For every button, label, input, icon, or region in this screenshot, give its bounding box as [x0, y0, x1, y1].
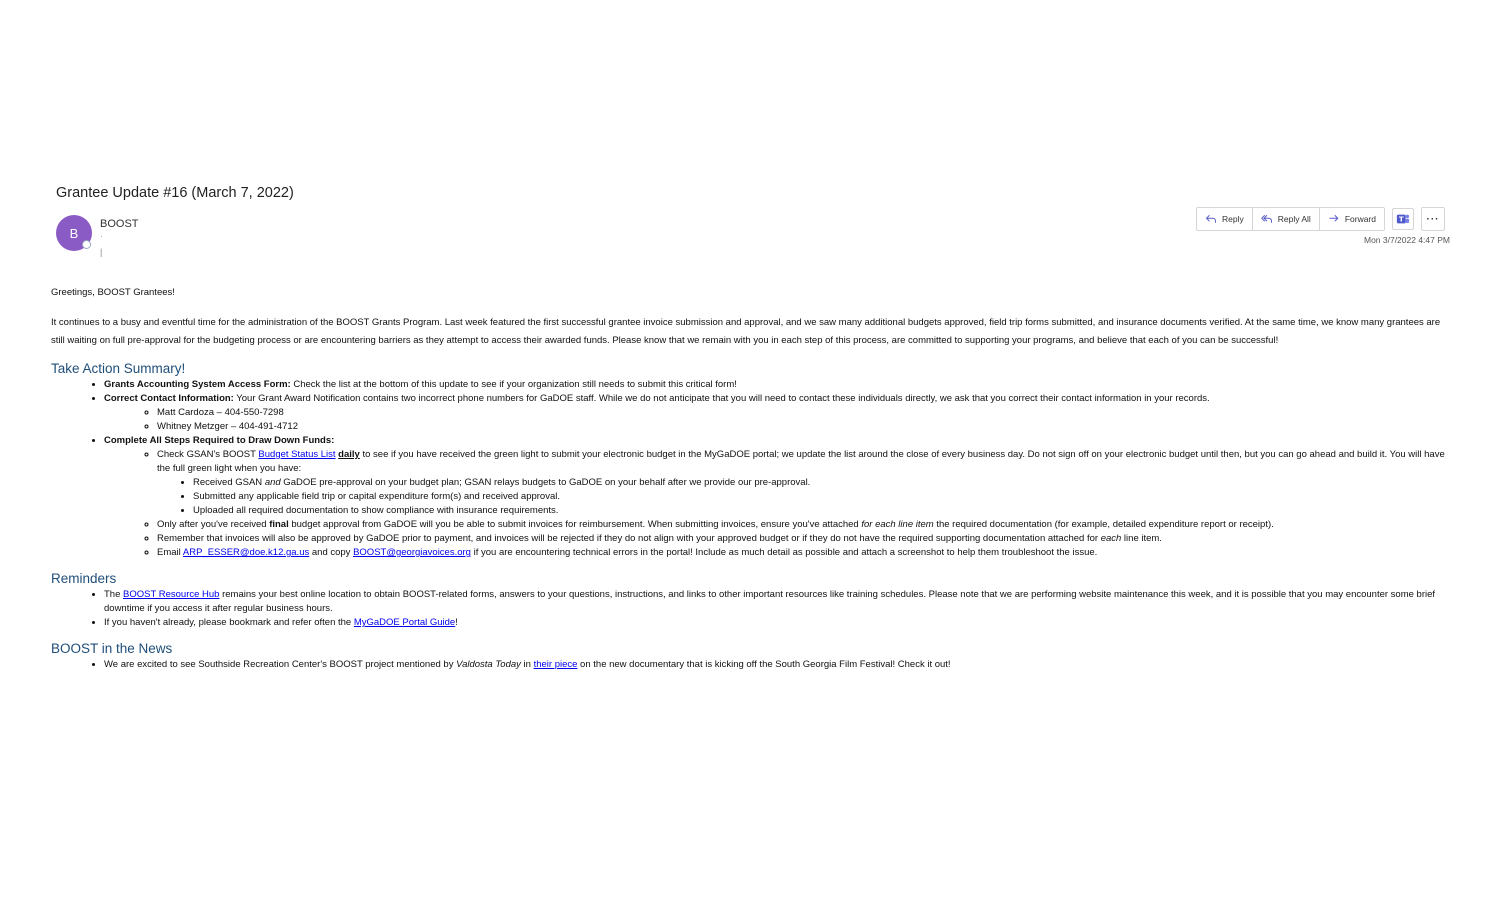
list-item: • Received GSAN and GaDOE pre-approval on your budget plan; GSAN relays budgets to GaDOE on your behalf after we provide our pre-approval.: [193, 476, 1451, 490]
item-bold: Correct Contact Information:: [104, 393, 234, 404]
list-item: [104, 378, 1451, 392]
list-item: • Submitted any applicable field trip or capital expenditure form(s) and received approval.: [193, 490, 1451, 504]
news-list: [51, 658, 1451, 672]
list-item: ◦ Only after you've received final budget approval from GaDOE will you be able to submit invoices for reimbursement. When submitting invoices, ensure you've attached for each line item the required documentation (for example, detailed expenditure report or receipt).: [157, 518, 1451, 532]
contact-list: [104, 406, 1451, 434]
sender-name[interactable]: BOOST: [100, 218, 139, 230]
list-item: ◦ Check GSAN's BOOST Budget Status List daily to see if you have received the green light to submit your electronic budget in the MyGaDOE portal; we update the list around the close of every business day. Do not sign off on your electronic budget until then, but you can go ahead and build it. You will have the full green light when you have: • Received GSAN and GaDOE pre-approval on your budget plan; GSAN relays budgets to GaDOE on your behalf after we provide our pre-approval. • Submitted any applicable field trip or capital expenditure form(s) and received approval. • Uploaded all required documentation to show compliance with insurance requirements.: [157, 448, 1451, 518]
more-actions-button[interactable]: ···: [1421, 207, 1445, 231]
list-item: • The BOOST Resource Hub remains your best online location to obtain BOOST-related forms, answers to your questions, instructions, and links to other important resources like training schedules. Please note that we are performing website maintenance this week, and it is possible that you may encounter some brief downtime if you access it after regular business hours.: [104, 588, 1451, 616]
teams-icon: [1396, 212, 1410, 226]
list-item: ◦ Matt Cardoza – 404-550-7298: [157, 406, 1451, 420]
sender-detail: ·: [100, 232, 103, 241]
message-timestamp: Mon 3/7/2022 4:47 PM: [1363, 235, 1450, 245]
list-item: • If you haven't already, please bookmark and refer often the MyGaDOE Portal Guide!: [104, 616, 1451, 630]
email-subject: Grantee Update #16 (March 7, 2022): [56, 185, 294, 201]
teams-button[interactable]: [1392, 208, 1414, 230]
list-item: [104, 392, 1451, 434]
reply-all-icon: [1261, 213, 1273, 225]
list-item: ◦ Whitney Metzger – 404-491-4712: [157, 420, 1451, 434]
reminders-heading: Reminders: [51, 571, 117, 586]
resource-hub-link[interactable]: BOOST Resource Hub: [123, 589, 220, 600]
reminders-list: [51, 588, 1451, 630]
boost-email-link[interactable]: BOOST@georgiavoices.org: [353, 547, 471, 558]
reply-all-button[interactable]: [1253, 208, 1320, 230]
list-item: ◦ Remember that invoices will also be approved by GaDOE prior to payment, and invoices will be rejected if they do not align with your approved budget or if they do not have the required supporting documentation attached for each line item.: [157, 532, 1451, 546]
item-bold: Complete All Steps Required to Draw Down Funds:: [104, 435, 335, 446]
sender-recipients: |: [100, 247, 103, 257]
item-text: Check the list at the bottom of this update to see if your organization still needs to submit this critical form!: [290, 379, 737, 390]
item-bold: Grants Accounting System Access Form:: [104, 379, 291, 390]
portal-guide-link[interactable]: MyGaDOE Portal Guide: [353, 617, 456, 628]
intro-paragraph: It continues to a busy and eventful time for the administration of the BOOST Grants Program. Last week featured the first successful grantee invoice submission and approval, and we saw many additional budgets approved, field trip forms submitted, and insurance documents verified. At the same time, we know many grantees are still waiting on full pre-approval for the budgeting process or are encountering barriers as they attempt to access their awarded funds. Please know that we remain with you in each step of this process, are committed to supporting your programs, and believe that each of you can be successful!: [51, 317, 1441, 346]
take-action-list: [51, 378, 1451, 560]
steps-list: [104, 448, 1451, 560]
message-body: [51, 286, 1451, 672]
reply-label: Reply: [1222, 214, 1244, 224]
list-item: • Uploaded all required documentation to show compliance with insurance requirements.: [193, 504, 1451, 518]
message-actions: [1196, 207, 1445, 231]
arp-esser-email-link[interactable]: ARP_ESSER@doe.k12.ga.us: [182, 547, 310, 558]
their-piece-link[interactable]: their piece: [533, 659, 578, 670]
avatar-letter: B: [69, 225, 79, 241]
list-item: • We are excited to see Southside Recreation Center's BOOST project mentioned by Valdosta Today in their piece on the new documentary that is kicking off the South Georgia Film Festival! Check it out!: [104, 658, 1451, 672]
reply-all-label: Reply All: [1277, 214, 1311, 224]
green-light-list: [157, 476, 1451, 518]
reply-button[interactable]: [1197, 208, 1253, 230]
list-item: [104, 434, 1451, 560]
item-text: Your Grant Award Notification contains two incorrect phone numbers for GaDOE staff. While we do not anticipate that you will need to contact these individuals directly, we ask that you correct their contact information in your records.: [233, 393, 1210, 404]
greeting: Greetings, BOOST Grantees!: [51, 287, 175, 298]
forward-label: Forward: [1344, 214, 1376, 224]
news-heading: BOOST in the News: [51, 641, 173, 656]
svg-text:T: T: [1398, 215, 1404, 224]
forward-icon: [1328, 213, 1340, 225]
list-item: ◦ Email ARP_ESSER@doe.k12.ga.us and copy BOOST@georgiavoices.org if you are encountering technical errors in the portal! Include as much detail as possible and attach a screenshot to help them troubleshoot the issue.: [157, 546, 1451, 560]
forward-button[interactable]: [1320, 208, 1384, 230]
presence-indicator: [82, 240, 91, 249]
reply-icon: [1205, 213, 1217, 225]
reply-button-group: [1196, 207, 1385, 231]
take-action-heading: Take Action Summary!: [51, 361, 186, 376]
budget-status-list-link[interactable]: Budget Status List: [258, 449, 336, 460]
